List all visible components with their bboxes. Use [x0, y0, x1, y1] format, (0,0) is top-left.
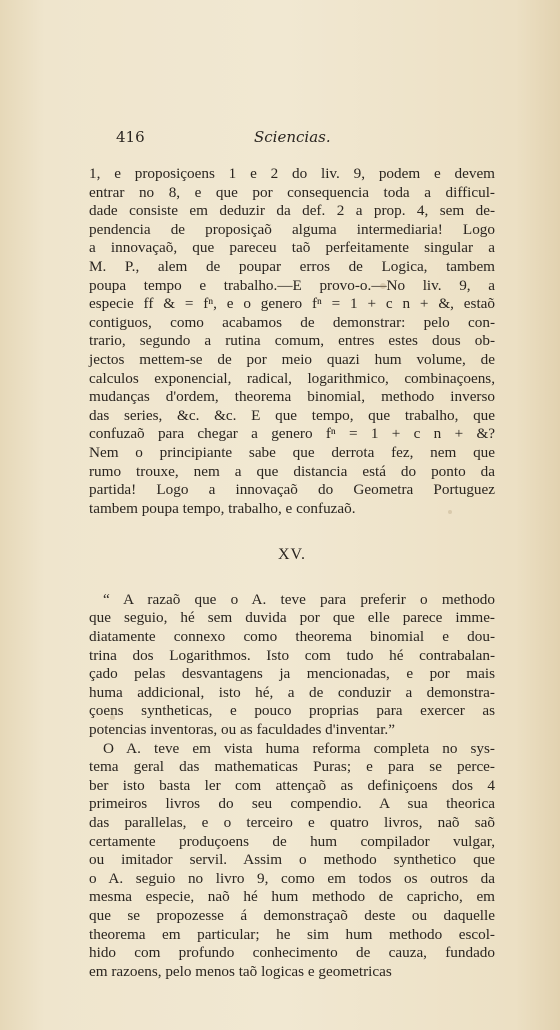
text-line: especie ff & = fⁿ, e o genero fⁿ = 1 + c n + &, estaõ — [89, 295, 495, 313]
foxing-spot — [110, 715, 115, 720]
text-line: que se propozesse á demonstraçaõ deste ou daquelle — [89, 906, 495, 924]
text-line: tambem poupa tempo, trabalho, e confuzaõ. — [89, 499, 356, 517]
text-line: 1, e proposiçoens 1 e 2 do liv. 9, podem e devem — [89, 165, 495, 182]
text-line: poupa tempo e trabalho.—E provo-o.—No liv. 9, a — [89, 276, 495, 294]
text-line: “ A razaõ que o A. teve para preferir o methodo — [103, 590, 495, 608]
text-line: theorema em particular; he sim hum methodo escol- — [89, 925, 495, 943]
paragraph-3 — [89, 740, 495, 982]
text-line: tema geral das mathematicas Puras; e para se perce- — [89, 758, 495, 776]
text-line: O A. teve em vista huma reforma completa no sys- — [103, 739, 495, 757]
text-line: ou imitador servil. Assim o methodo synthetico que — [89, 851, 495, 869]
body-text — [89, 165, 495, 981]
text-line: o A. seguio no livro 9, como em todos os outros da — [89, 869, 495, 887]
text-line: çoens syntheticas, e pouco proprias para exercer as — [89, 702, 495, 720]
text-line: certamente produçoens de hum compilador vulgar, — [89, 832, 495, 850]
paragraph-2-quotation — [89, 591, 495, 740]
text-line: das series, &c. &c. E que tempo, que trabalho, que — [89, 406, 495, 424]
text-line: M. P., alem de poupar erros de Logica, tambem — [89, 257, 495, 275]
text-line: pendencia de proposiçaõ alguma intermediaria! Logo — [89, 220, 495, 238]
text-line: ber isto basta ler com attençaõ as definiçoens dos 4 — [89, 776, 495, 794]
text-line: hido com profundo conhecimento de cauza, fundado — [89, 944, 495, 962]
text-line: trina dos Logarithmos. Isto com tudo hé contrabalan- — [89, 646, 495, 664]
section-title: XV. — [277, 546, 307, 564]
text-line: em razoens, pelo menos taõ logicas e geometricas — [89, 962, 392, 980]
text-line: diatamente connexo como theorema binomial e dou- — [89, 628, 495, 646]
text-line: potencias inventoras, ou as faculdades d'inventar.” — [89, 721, 395, 739]
page-header — [116, 128, 490, 148]
text-line: a innovaçaõ, que pareceu taõ perfeitamente singular a — [89, 239, 495, 257]
text-line: das parallelas, e o terceiro e quatro livros, naõ saõ — [89, 814, 495, 831]
text-line: dade consiste em deduzir da def. 2 a prop. 4, sem de- — [89, 202, 495, 220]
text-line: Nem o principiante sabe que derrota fez, nem que — [89, 443, 495, 461]
text-line: contiguos, como acabamos de demonstrar: pelo con- — [89, 313, 495, 331]
text-line: confuzaõ para chegar a genero fⁿ = 1 + c n + &? — [89, 425, 495, 443]
text-line: entrar no 8, e que por consequencia toda a difficul- — [89, 183, 495, 201]
text-line: primeiros livros do seu compendio. A sua theorica — [89, 795, 495, 813]
text-line: huma addicional, isto hé, a de conduzir a demonstra- — [89, 683, 495, 701]
text-line: partida! Logo a innovaçaõ do Geometra Portuguez — [89, 481, 495, 499]
text-line: jectos mettem-se de por meio quazi hum volume, de — [89, 350, 495, 368]
text-line: mudanças d'ordem, theorema binomial, methodo inverso — [89, 388, 495, 406]
page-number: 416 — [116, 128, 145, 146]
text-line: mesma especie, naõ hé hum methodo de capricho, em — [89, 888, 495, 906]
running-head: Sciencias. — [254, 128, 331, 146]
text-line: rumo trouxe, nem a que distancia está do ponto da — [89, 462, 495, 480]
text-line: que seguio, hé sem duvida por que elle parece imme- — [89, 609, 495, 627]
paragraph-1 — [89, 165, 495, 518]
foxing-spot — [380, 283, 386, 289]
text-line: çado pelas desvantagens ja mencionadas, e por mais — [89, 665, 495, 683]
text-line: trario, segundo a rutina comum, entres estes dous ob- — [89, 332, 495, 350]
text-line: calculos exponencial, radical, logarithmico, combinaçoens, — [89, 369, 495, 387]
foxing-spot — [448, 510, 452, 514]
